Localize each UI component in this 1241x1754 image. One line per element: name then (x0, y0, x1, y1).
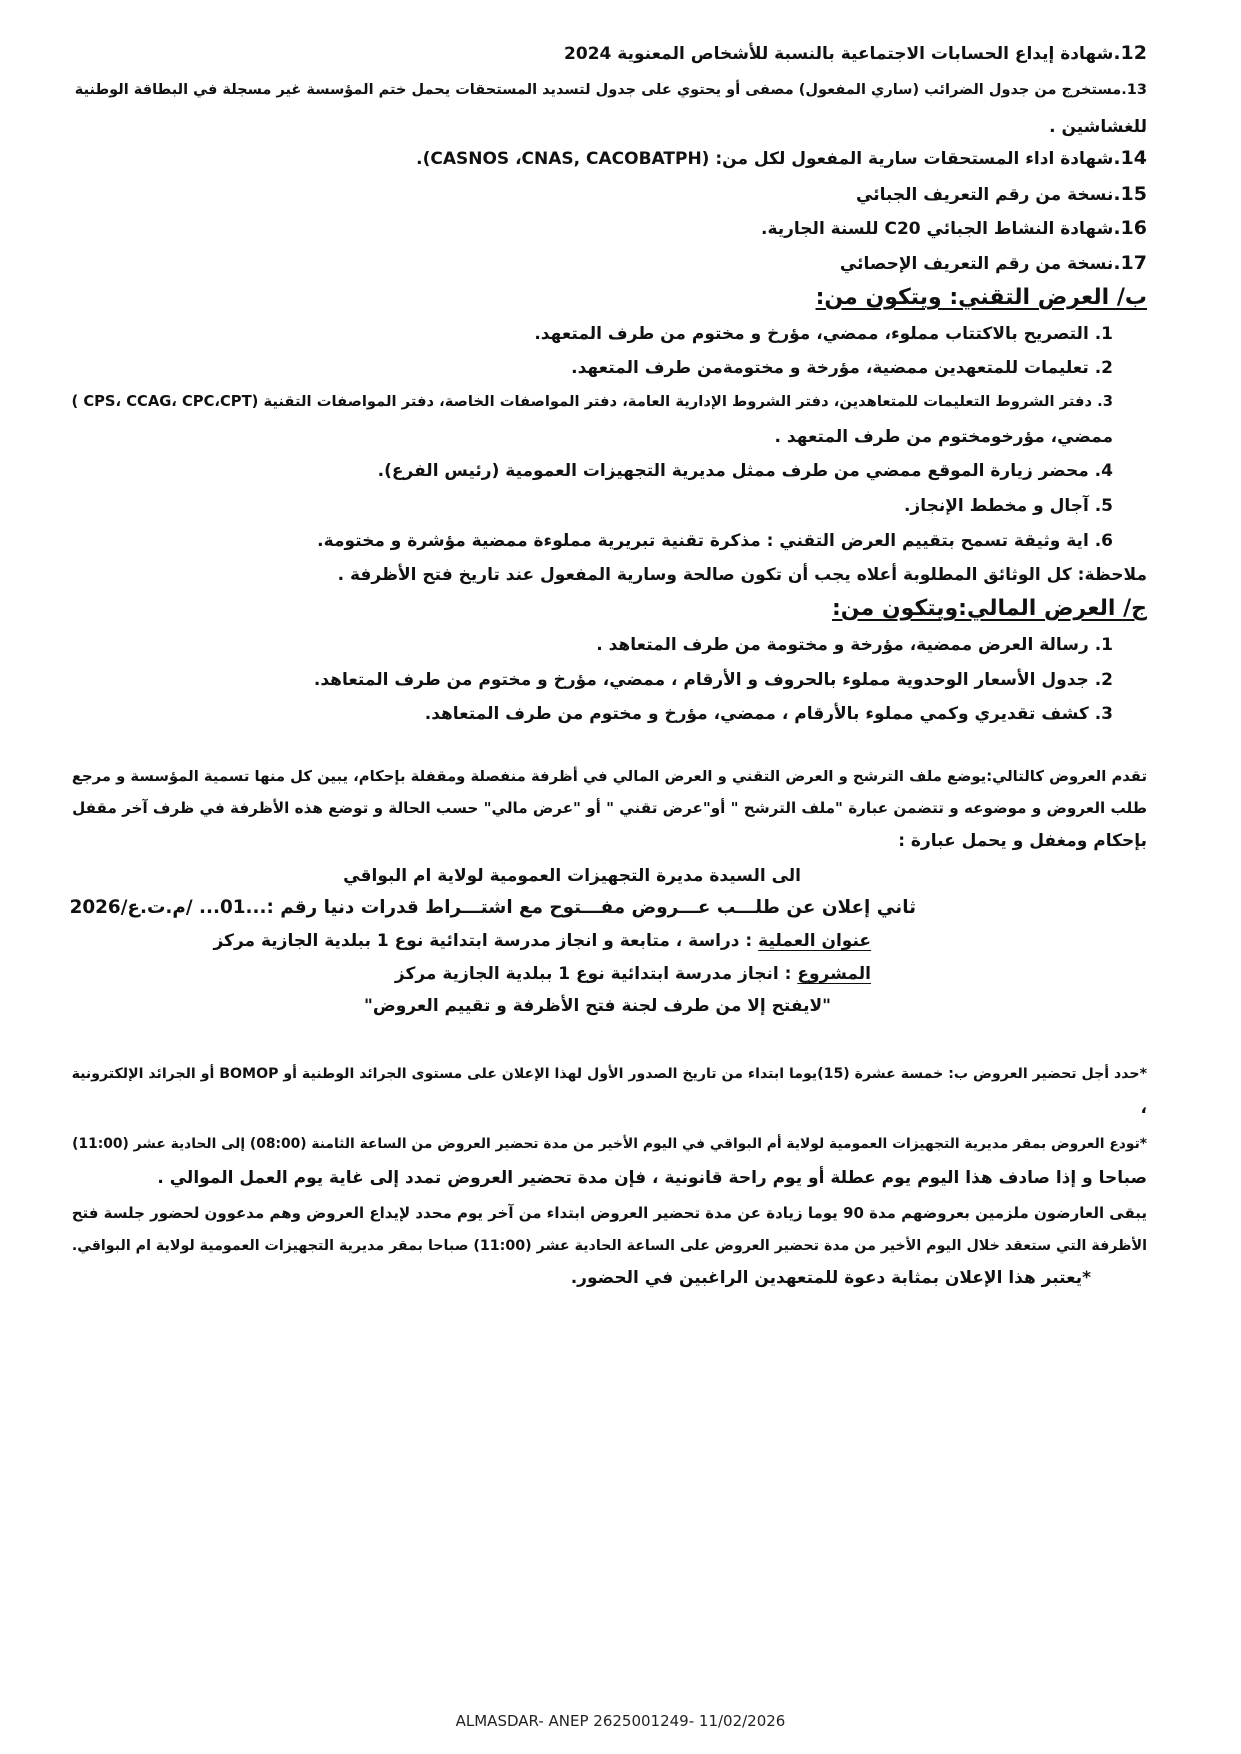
financial-item-3: 3. كشف تقديري وكمي مملوء بالأرقام ، ممضي، مؤرخ و مختوم من طرف المتعاهد. (424, 704, 1113, 724)
financial-item-1: 1. رسالة العرض ممضية، مؤرخة و مختومة من طرف المتعاهد . (596, 635, 1113, 655)
doc-item-12: 12.شهادة إيداع الحسابات الاجتماعية بالنسبة للأشخاص المعنوية 2024 (564, 42, 1147, 64)
deadline-line-7: *يعتبر هذا الإعلان بمثابة دعوة للمتعهدين الراغبين في الحضور. (570, 1268, 1091, 1288)
submission-line-3: بإحكام ومغفل و يحمل عبارة : (898, 831, 1147, 851)
deadline-line-3: *تودع العروض بمقر مديرية التجهيزات العمومية لولاية أم البواقي في اليوم الأخير من مدة تحضير العروض من الساعة الثامنة (08:00) إلى الحادية عشر (11:00) (72, 1136, 1147, 1152)
doc-item-13: 13.مستخرج من جدول الضرائب (ساري المفعول) مصفى أو يحتوي على جدول لتسديد المستحقات يحمل ختم المؤسسة غير مسجلة في البطاقة الوطنية (74, 82, 1147, 98)
technical-note: ملاحظة: كل الوثائق المطلوبة أعلاه يجب أن تكون صالحة وسارية المفعول عند تاريخ فتح الأظرفة . (337, 565, 1147, 585)
doc-item-14: 14.شهادة اداء المستحقات سارية المفعول لكل من: (CASNOS ،CNAS, CACOBATPH). (416, 147, 1147, 169)
technical-item-3-cont: ممضي، مؤرخومختوم من طرف المتعهد . (774, 427, 1113, 447)
do-not-open-notice: "لايفتح إلا من طرف لجنة فتح الأظرفة و تقييم العروض" (363, 996, 831, 1016)
footer-reference: ALMASDAR- ANEP 2625001249- 11/02/2026 (455, 1712, 786, 1730)
technical-offer-heading: ب/ العرض التقني: ويتكون من: (815, 285, 1147, 310)
deadline-line-4: صباحا و إذا صادف هذا اليوم يوم عطلة أو يوم راحة قانونية ، فإن مدة تحضير العروض تمدد إلى غاية يوم العمل الموالي . (157, 1168, 1147, 1188)
doc-item-13-cont: للغشاشين . (1049, 117, 1147, 137)
technical-item-1: 1. التصريح بالاكتتاب مملوء، ممضي، مؤرخ و مختوم من طرف المتعهد. (534, 324, 1113, 344)
project-title: المشروع : انجاز مدرسة ابتدائية نوع 1 ببلدية الجازية مركز (394, 964, 871, 984)
doc-item-16: 16.شهادة النشاط الجبائي C20 للسنة الجارية. (760, 217, 1147, 239)
financial-offer-heading: ج/ العرض المالي:ويتكون من: (832, 596, 1147, 621)
doc-item-17: 17.نسخة من رقم التعريف الإحصائي (839, 252, 1147, 274)
deadline-line-2: ، (1140, 1098, 1147, 1118)
tender-title: ثاني إعلان عن طلـــب عـــروض مفـــتوح مع اشتـــراط قدرات دنيا رقم :...01... /م.ت.ع/2026 (69, 897, 916, 918)
submission-line-1: تقدم العروض كالتالي:يوضع ملف الترشح و العرض التقني و العرض المالي في أظرفة منفصلة ومقفلة بإحكام، يبين كل منها تسمية المؤسسة و مرجع (71, 768, 1147, 785)
doc-item-15: 15.نسخة من رقم التعريف الجبائي (856, 183, 1147, 205)
technical-item-5: 5. آجال و مخطط الإنجاز. (903, 496, 1113, 516)
envelope-recipient: الى السيدة مديرة التجهيزات العمومية لولاية ام البواقي (343, 866, 801, 886)
technical-item-4: 4. محضر زيارة الموقع ممضي من طرف ممثل مديرية التجهيزات العمومية (رئيس الفرع). (377, 461, 1113, 481)
deadline-line-1: *حدد أجل تحضير العروض ب: خمسة عشرة (15)يوما ابتداء من تاريخ الصدور الأول لهذا الإعلان على مستوى الجرائد الوطنية أو BOMOP أو الجرائد الإلكترونية (71, 1066, 1147, 1082)
deadline-line-6: الأظرفة التي ستعقد خلال اليوم الأخير من مدة تحضير العروض على الساعة الحادية عشر (11:00) صباحا بمقر مديرية التجهيزات العمومية لولاية ام البواقي. (71, 1238, 1147, 1254)
technical-item-2: 2. تعليمات للمتعهدين ممضية، مؤرخة و مختومةمن طرف المتعهد. (571, 358, 1113, 378)
operation-title: عنوان العملية : دراسة ، متابعة و انجاز مدرسة ابتدائية نوع 1 ببلدية الجازية مركز (213, 931, 871, 951)
submission-line-2: طلب العروض و موضوعه و تتضمن عبارة "ملف الترشح " أو"عرض تقني " أو "عرض مالي" حسب الحالة و توضع هذه الأظرفة في ظرف آخر مقفل (72, 799, 1147, 817)
financial-item-2: 2. جدول الأسعار الوحدوية مملوء بالحروف و الأرقام ، ممضي، مؤرخ و مختوم من طرف المتعاهد. (313, 670, 1113, 690)
deadline-line-5: يبقى العارضون ملزمين بعروضهم مدة 90 يوما زيادة عن مدة تحضير العروض ابتداء من آخر يوم محدد لإيداع العروض وهم مدعوون لحضور جلسة فتح (71, 1204, 1147, 1222)
technical-item-3: 3. دفتر الشروط التعليمات للمتعاهدين، دفتر الشروط الإدارية العامة، دفتر المواصفات الخاصة، دفتر المواصفات التقنية (CPS، CCAG، CPC،CPT ) (71, 393, 1113, 410)
technical-item-6: 6. اية وثيقة تسمح بتقييم العرض التقني : مذكرة تقنية تبريرية مملوءة ممضية مؤشرة و مختومة. (317, 531, 1113, 551)
